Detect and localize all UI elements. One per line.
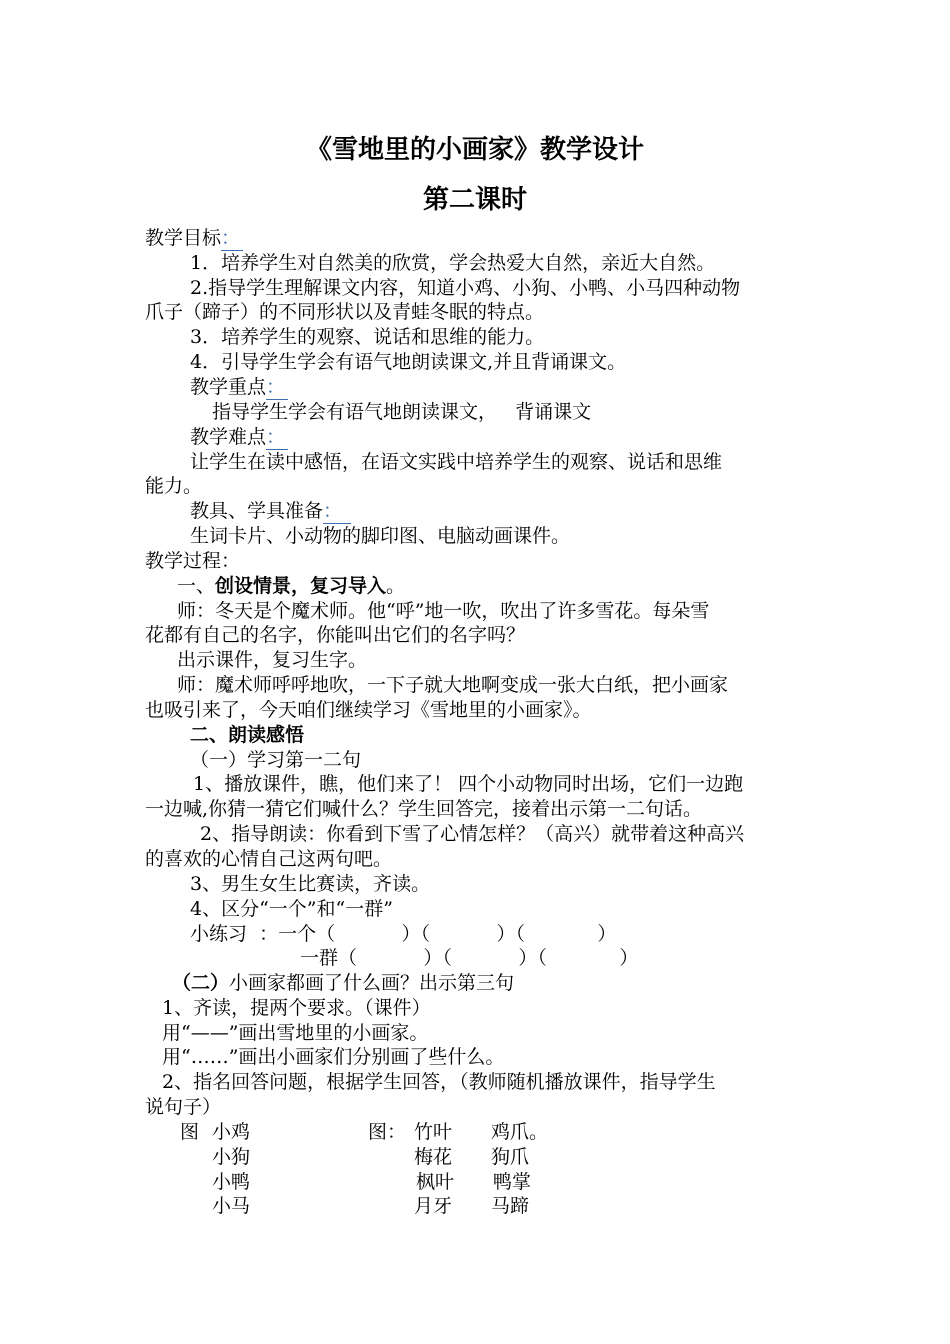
step-2-line-1: 2、指名回答问题，根据学生回答，（教师随机播放课件，指导学生 <box>162 1071 716 1093</box>
preparation-text: 生词卡片、小动物的脚印图、电脑动画课件。 <box>190 525 571 547</box>
item-1-line-2: 一边喊,你猜一猜它们喊什么？学生回答完，接着出示第一二句话。 <box>145 798 703 820</box>
step-1-requirement-b: 用“……”画出小画家们分别画了些什么。 <box>162 1046 505 1068</box>
animal-name: 小鸭 <box>212 1171 251 1193</box>
document-title: 《雪地里的小画家》教学设计 <box>305 135 644 165</box>
section-1-title: 创设情景，复习导入 <box>215 575 387 597</box>
paragraph-3-line-1: 师：魔术师呼呼地吹，一下子就大地啊变成一张大白纸，把小画家 <box>177 674 729 696</box>
animal-name: 小狗 <box>212 1146 251 1168</box>
picture-name: 梅花 <box>414 1146 453 1168</box>
subsection-1-heading: （一）学习第一二句 <box>190 749 362 771</box>
table-label-right: 图： <box>368 1121 407 1143</box>
key-point-colon: ： <box>266 375 288 400</box>
subsection-2-heading <box>172 971 514 995</box>
goals-label: 教学目标 <box>145 227 222 249</box>
picture-name: 竹叶 <box>414 1121 453 1143</box>
paragraph-1-line-1: 师：冬天是个魔术师。他“呼”地一吹，吹出了许多雪花。每朵雪 <box>177 600 710 622</box>
picture-name: 枫叶 <box>416 1171 455 1193</box>
subsection-2-number: （二） <box>172 972 230 994</box>
goal-2-line-1: 2.指导学生理解课文内容，知道小鸡、小狗、小鸭、小马四种动物 <box>190 277 741 299</box>
step-1: 1、齐读，提两个要求。（课件） <box>162 997 431 1019</box>
difficulty-text-line-2: 能力。 <box>145 475 203 497</box>
paragraph-1-line-2: 花都有自己的名字，你能叫出它们的名字吗？ <box>145 624 526 646</box>
table-label-left: 图 <box>180 1121 200 1143</box>
step-1-requirement-a: 用“——”画出雪地里的小画家。 <box>162 1022 429 1044</box>
item-3: 3、男生女生比赛读，齐读。 <box>190 873 431 895</box>
process-heading: 教学过程： <box>145 550 241 572</box>
paragraph-3-line-2: 也吸引来了，今天咱们继续学习《雪地里的小画家》。 <box>145 699 592 721</box>
animal-name: 小鸡 <box>212 1121 251 1143</box>
goal-1: 1．培养学生对自然美的欣赏，学会热爱大自然，亲近大自然。 <box>190 252 716 274</box>
section-1-prefix: 一、 <box>177 575 216 597</box>
preparation-colon: ： <box>323 499 351 524</box>
item-1-line-1: 1、播放课件，瞧，他们来了！ 四个小动物同时出场，它们一边跑 <box>193 773 744 795</box>
foot-name: 鸡爪。 <box>491 1121 549 1143</box>
difficulty-label: 教学难点 <box>190 426 267 448</box>
difficulty-heading <box>190 425 288 450</box>
animal-name: 小马 <box>212 1195 251 1217</box>
item-2-line-1: 2、指导朗读：你看到下雪了心情怎样？（高兴）就带着这种高兴 <box>200 823 745 845</box>
picture-name: 月牙 <box>414 1195 453 1217</box>
foot-name: 鸭掌 <box>493 1171 532 1193</box>
goals-colon: ： <box>221 226 243 251</box>
document-subtitle: 第二课时 <box>422 185 527 215</box>
exercise-line-1: 小练习 ：一个（ ）（ ）（ ） <box>190 923 617 945</box>
section-2-heading: 二、朗读感悟 <box>190 724 305 746</box>
foot-name: 马蹄 <box>491 1195 530 1217</box>
key-point-text: 指导学生学会有语气地朗读课文， 背诵课文 <box>212 401 592 423</box>
paragraph-2: 出示课件，复习生字。 <box>177 649 368 671</box>
subsection-2-title: 小画家都画了什么画？出示第三句 <box>229 972 515 994</box>
difficulty-text-line-1: 让学生在读中感悟，在语文实践中培养学生的观察、说话和思维 <box>190 451 723 473</box>
difficulty-colon: ： <box>266 425 288 450</box>
item-4: 4、区分“一个”和“一群” <box>190 898 393 920</box>
preparation-heading <box>190 499 351 524</box>
goal-3: 3．培养学生的观察、说话和思维的能力。 <box>190 326 545 348</box>
key-point-label: 教学重点 <box>190 376 267 398</box>
preparation-label: 教具、学具准备 <box>190 500 324 522</box>
goal-4: 4．引导学生学会有语气地朗读课文,并且背诵课文。 <box>190 351 627 373</box>
foot-name: 狗爪 <box>491 1146 530 1168</box>
section-1-suffix: 。 <box>386 575 406 597</box>
goals-heading <box>145 226 243 251</box>
item-2-line-2: 的喜欢的心情自己这两句吧。 <box>145 848 393 870</box>
goal-2-line-2: 爪子（蹄子）的不同形状以及青蛙冬眠的特点。 <box>145 301 545 323</box>
step-2-line-2: 说句子） <box>145 1096 222 1118</box>
key-point-heading <box>190 375 288 400</box>
exercise-line-2: 一群（ ）（ ）（ ） <box>300 947 639 969</box>
section-1-heading <box>177 574 405 598</box>
